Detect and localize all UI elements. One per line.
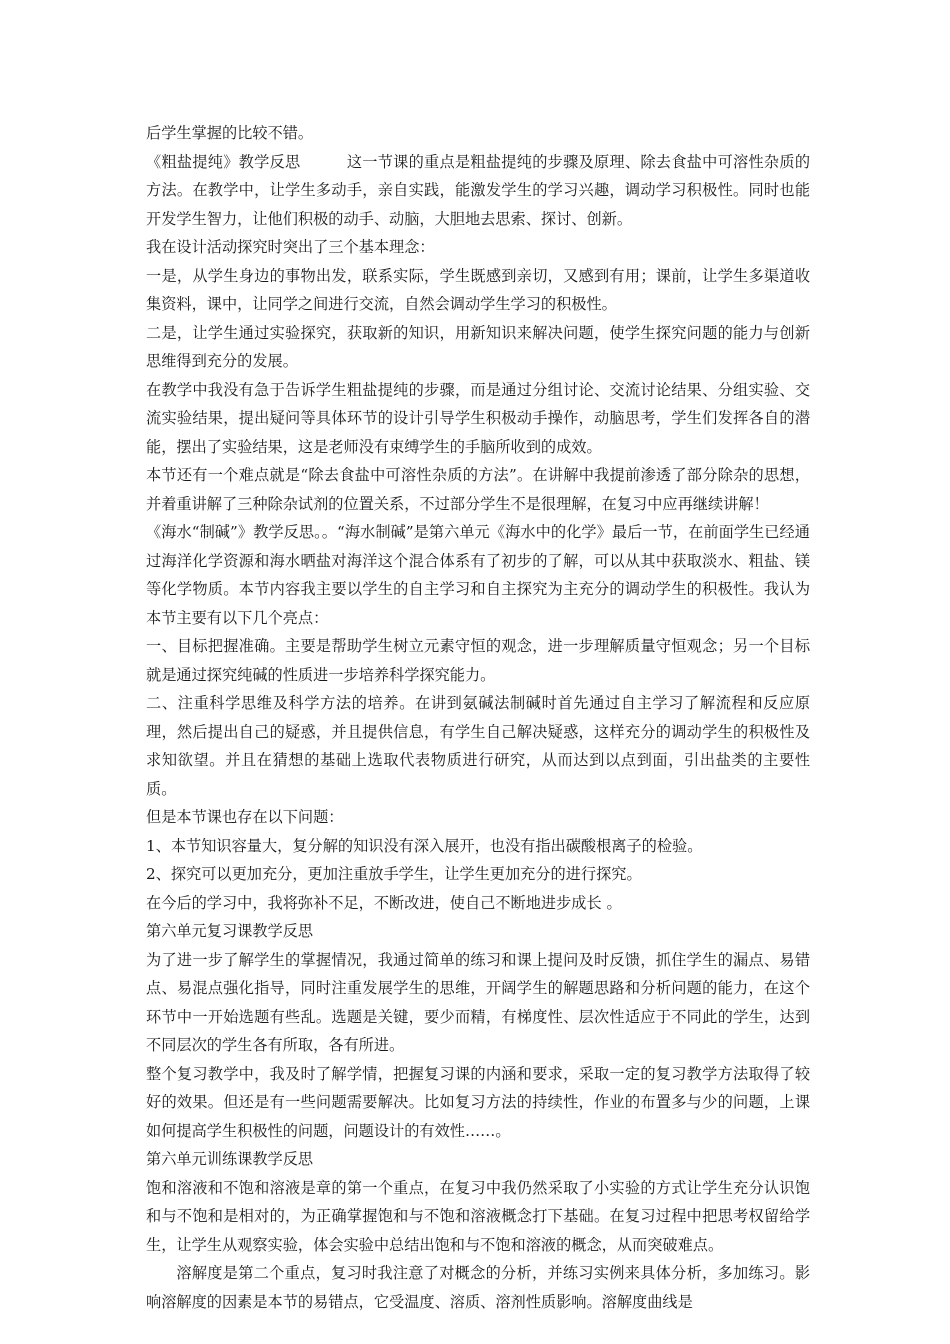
section-heading: 第六单元训练课教学反思	[146, 1150, 314, 1168]
paragraph: 在教学中我没有急于告诉学生粗盐提纯的步骤，而是通过分组讨论、交流讨论结果、分组实验、交流实验结果，提出疑问等具体环节的设计引导学生积极动手操作，动脑思考，学生们发挥各自的潜能，摆出了实验结果，这是老师没有束缚学生的手脑所收到的成效。	[146, 380, 810, 456]
paragraph: 我在设计活动探究时突出了三个基本理念：	[146, 238, 435, 256]
paragraph: 整个复习教学中，我及时了解学情，把握复习课的内涵和要求，采取一定的复习教学方法取得了较好的效果。但还是有一些问题需要解决。比如复习方法的持续性，作业的布置多与少的问题，上课如何提高学生积极性的问题，问题设计的有效性……。	[146, 1064, 810, 1140]
paragraph: 但是本节课也存在以下问题：	[146, 808, 344, 826]
paragraph: 一是，从学生身边的事物出发，联系实际，学生既感到亲切，又感到有用；课前，让学生多渠道收集资料，课中，让同学之间进行交流，自然会调动学生学习的积极性。	[146, 266, 810, 313]
paragraph: 二是，让学生通过实验探究，获取新的知识，用新知识来解决问题，使学生探究问题的能力与创新思维得到充分的发展。	[146, 323, 810, 370]
paragraph: 《海水“制碱”》教学反思。。“海水制碱”是第六单元《海水中的化学》最后一节，在前面学生已经通过海洋化学资源和海水晒盐对海洋这个混合体系有了初步的了解，可以从其中获取淡水、粗盐、镁等化学物质。本节内容我主要以学生的自主学习和自主探究为主充分的调动学生的积极性。我认为本节主要有以下几个亮点：	[146, 523, 810, 627]
document-page	[146, 119, 810, 1316]
paragraph: 后学生掌握的比较不错。	[146, 124, 314, 142]
paragraph: 为了进一步了解学生的掌握情况，我通过简单的练习和课上提问及时反馈，抓住学生的漏点、易错点、易混点强化指导，同时注重发展学生的思维，开阔学生的解题思路和分析问题的能力，在这个环节中一开始选题有些乱。选题是关键，要少而精，有梯度性、层次性适应于不同此的学生，达到不同层次的学生各有所取，各有所进。	[146, 950, 810, 1054]
paragraph: 2、探究可以更加充分，更加注重放手学生，让学生更加充分的进行探究。	[146, 865, 642, 883]
paragraph: 《粗盐提纯》教学反思 这一节课的重点是粗盐提纯的步骤及原理、除去食盐中可溶性杂质的方法。在教学中，让学生多动手，亲自实践，能激发学生的学习兴趣，调动学习积极性。同时也能开发学生智力，让他们积极的动手、动脑，大胆地去思索、探讨、创新。	[146, 152, 810, 228]
paragraph: 二、注重科学思维及科学方法的培养。在讲到氨碱法制碱时首先通过自主学习了解流程和反应原理，然后提出自己的疑惑，并且提供信息，有学生自己解决疑惑，这样充分的调动学生的积极性及求知欲望。并且在猜想的基础上选取代表物质进行研究，从而达到以点到面，引出盐类的主要性质。	[146, 694, 810, 798]
paragraph: 溶解度是第二个重点，复习时我注意了对概念的分析，并练习实例来具体分析，多加练习。影响溶解度的因素是本节的易错点，它受温度、溶质、溶剂性质影响。溶解度曲线是	[146, 1264, 810, 1311]
paragraph: 饱和溶液和不饱和溶液是章的第一个重点，在复习中我仍然采取了小实验的方式让学生充分认识饱和与不饱和是相对的，为正确掌握饱和与不饱和溶液概念打下基础。在复习过程中把思考权留给学生，让学生从观察实验，体会实验中总结出饱和与不饱和溶液的概念，从而突破难点。	[146, 1178, 810, 1254]
paragraph: 本节还有一个难点就是“除去食盐中可溶性杂质的方法”。在讲解中我提前渗透了部分除杂的思想，并着重讲解了三种除杂试剂的位置关系，不过部分学生不是很理解，在复习中应再继续讲解！	[146, 466, 810, 513]
paragraph: 在今后的学习中，我将弥补不足，不断改进，使自己不断地进步成长 。	[146, 893, 622, 912]
section-heading: 第六单元复习课教学反思	[146, 922, 314, 940]
paragraph: 一、目标把握准确。主要是帮助学生树立元素守恒的观念，进一步理解质量守恒观念；另一个目标就是通过探究纯碱的性质进一步培养科学探究能力。	[146, 637, 810, 684]
paragraph: 1、本节知识容量大，复分解的知识没有深入展开，也没有指出碳酸根离子的检验。	[146, 836, 703, 855]
